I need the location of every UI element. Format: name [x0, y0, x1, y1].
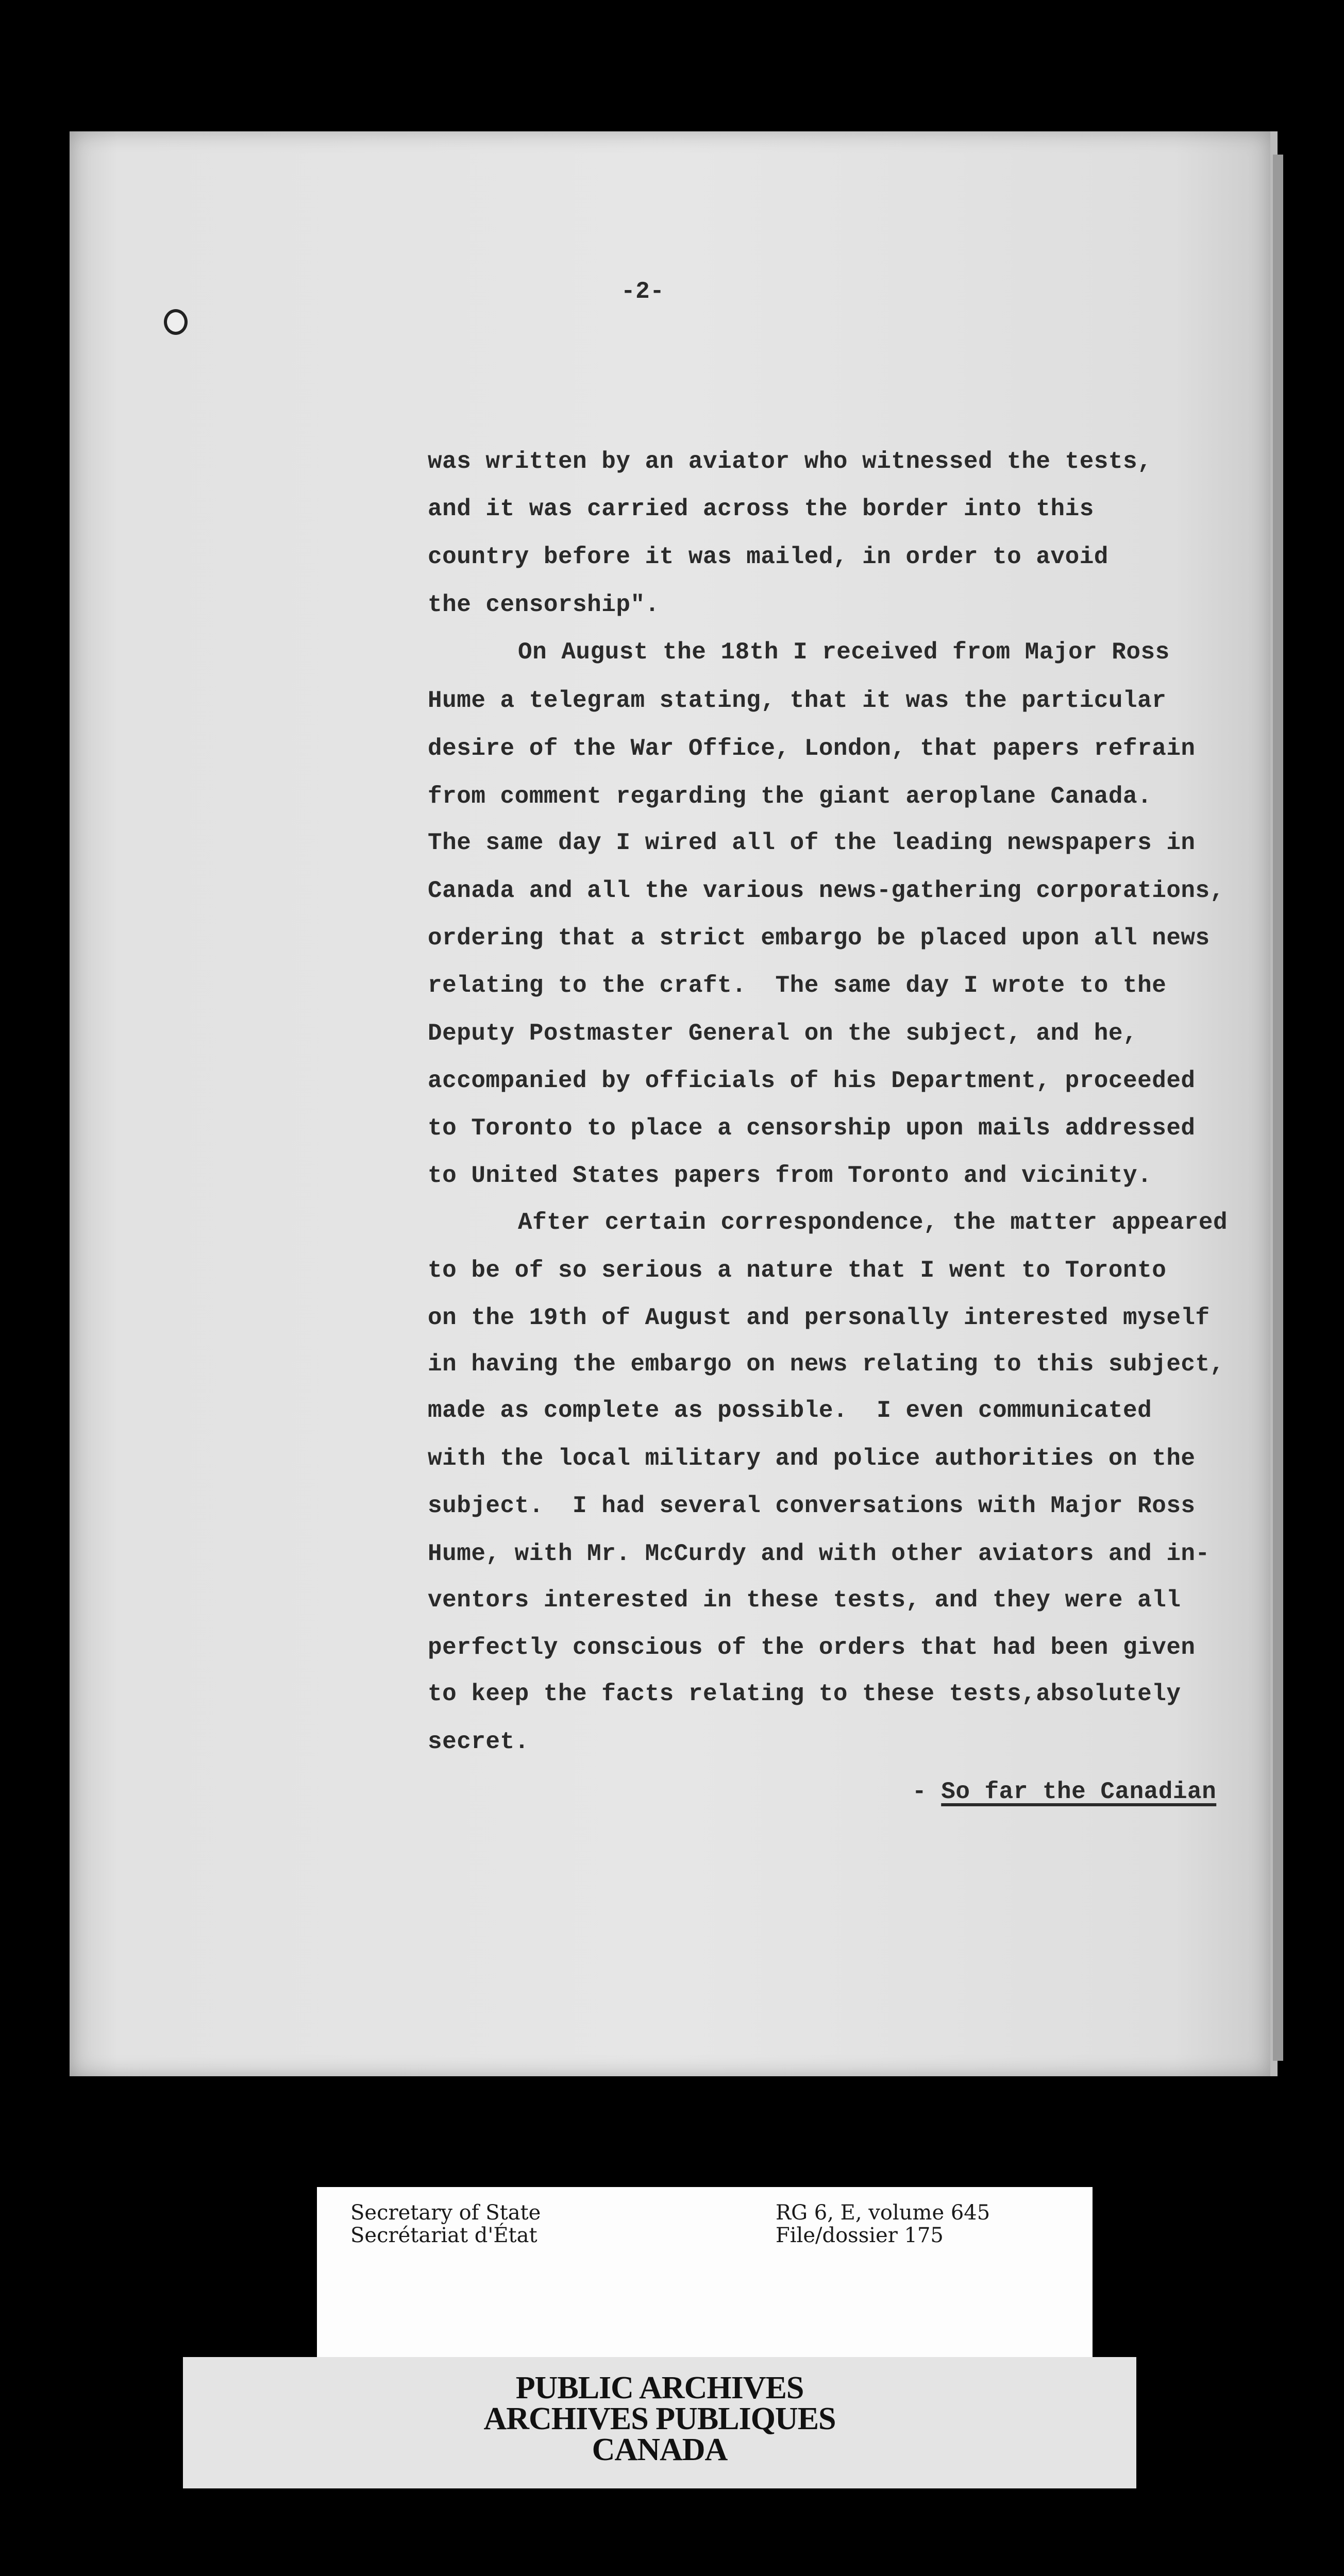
archive-card	[317, 2187, 1093, 2362]
archive-stamp-strip	[183, 2357, 1136, 2488]
text-line: secret.	[428, 1728, 529, 1755]
stamp-line-3: CANADA	[592, 2432, 728, 2467]
text-line: to Toronto to place a censorship upon mails addressed	[428, 1115, 1196, 1142]
text-line: to be of so serious a nature that I went to Toronto	[428, 1257, 1167, 1284]
text-line: ventors interested in these tests, and they were all	[428, 1587, 1181, 1614]
signoff	[912, 1778, 1216, 1805]
stamp-line-2: ARCHIVES PUBLIQUES	[483, 2401, 836, 2436]
signoff-text: So far the Canadian	[941, 1778, 1217, 1805]
text-line: On August the 18th I received from Major Ross	[518, 639, 1170, 666]
text-line: made as complete as possible. I even communicated	[428, 1397, 1152, 1424]
department-fr: Secrétariat d'État	[350, 2224, 537, 2247]
stamp-line-1: PUBLIC ARCHIVES	[515, 2370, 804, 2405]
file-number: File/dossier 175	[776, 2224, 944, 2247]
text-line: ordering that a strict embargo be placed upon all news	[428, 925, 1210, 952]
text-line: relating to the craft. The same day I wrote to the	[428, 972, 1167, 999]
text-line: on the 19th of August and personally interested myself	[428, 1304, 1210, 1331]
text-line: country before it was mailed, in order to avoid	[428, 544, 1108, 570]
text-line: was written by an aviator who witnessed the tests,	[428, 448, 1152, 475]
text-line: and it was carried across the border into this	[428, 496, 1094, 522]
text-line: to keep the facts relating to these tests,absolutely	[428, 1681, 1181, 1707]
text-line: desire of the War Office, London, that papers refrain	[428, 735, 1196, 762]
text-line: Canada and all the various news-gathering corporations,	[428, 877, 1224, 904]
department-en: Secretary of State	[350, 2201, 541, 2225]
text-line: from comment regarding the giant aeroplane Canada.	[428, 783, 1152, 810]
text-line: subject. I had several conversations with Major Ross	[428, 1493, 1196, 1519]
text-line: the censorship".	[428, 591, 660, 618]
text-line: Hume a telegram stating, that it was the particular	[428, 687, 1167, 714]
reference: RG 6, E, volume 645	[776, 2201, 990, 2225]
text-line: Deputy Postmaster General on the subject, and he,	[428, 1020, 1138, 1047]
punch-hole	[164, 309, 188, 335]
department	[350, 2201, 541, 2247]
page-number: -2-	[621, 278, 665, 305]
text-line: Hume, with Mr. McCurdy and with other aviators and in-	[428, 1540, 1210, 1567]
text-line: to United States papers from Toronto and vicinity.	[428, 1162, 1152, 1189]
text-line: After certain correspondence, the matter appeared	[518, 1209, 1228, 1236]
reference-block	[776, 2201, 990, 2247]
text-line: accompanied by officials of his Department, proceeded	[428, 1067, 1196, 1094]
text-line: The same day I wired all of the leading newspapers in	[428, 829, 1196, 856]
text-line: in having the embargo on news relating to this subject,	[428, 1351, 1224, 1378]
page-edge	[1273, 155, 1283, 2061]
text-line: with the local military and police authorities on the	[428, 1445, 1196, 1472]
text-line: perfectly conscious of the orders that had been given	[428, 1634, 1196, 1661]
signoff-dash: -	[912, 1778, 942, 1805]
